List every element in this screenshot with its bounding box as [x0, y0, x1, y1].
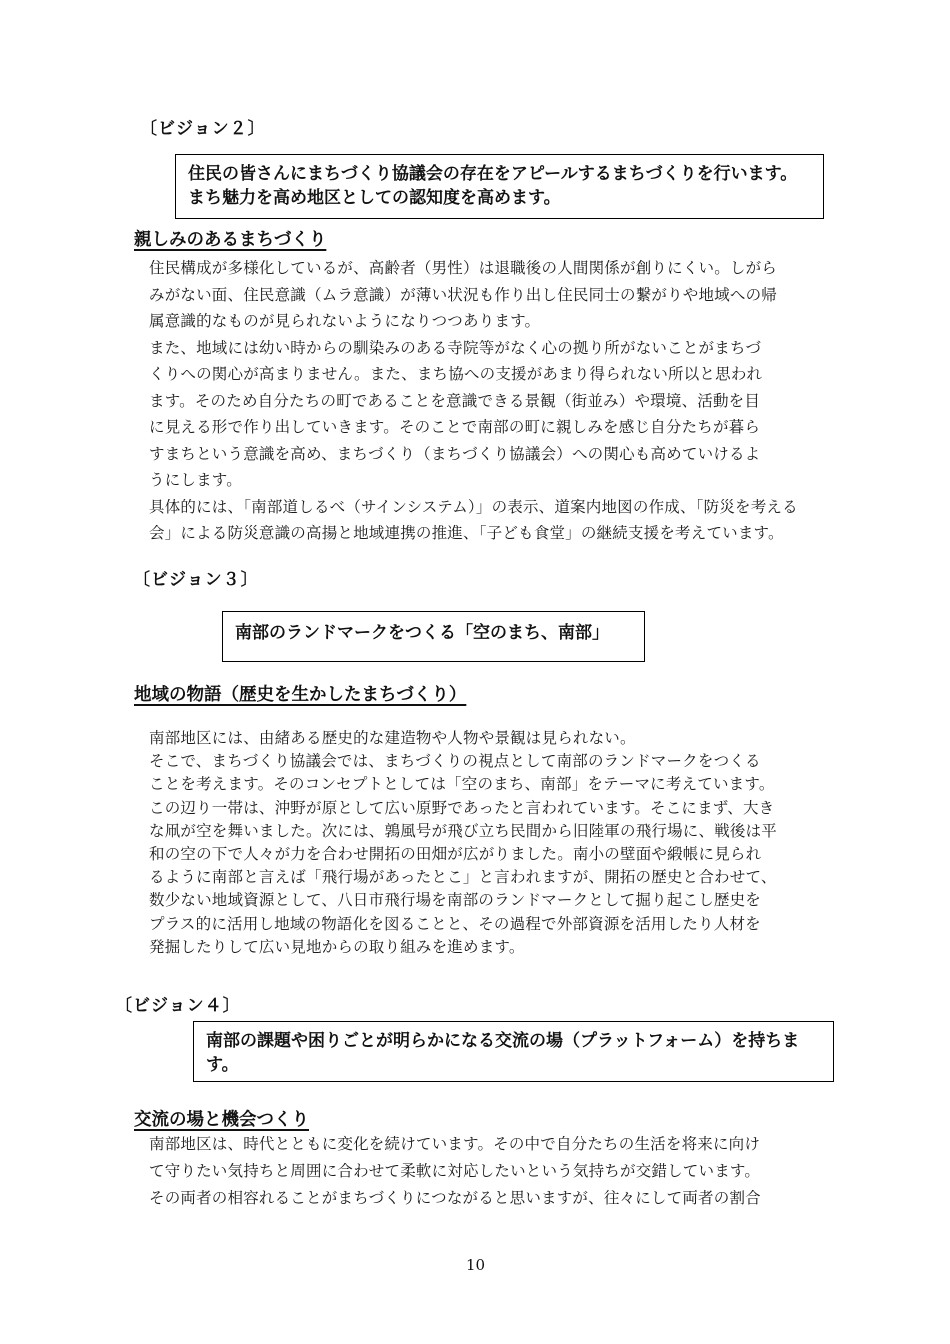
body-line: 属意識的なものが見られないようになりつつあります。 — [149, 312, 541, 330]
vision3-label: 〔ビジョン３〕 — [133, 570, 259, 590]
body-line: 会」による防災意識の高揚と地域連携の推進、「子ども食堂」の継続支援を考えています。 — [149, 524, 784, 542]
vision4-statement-line: 南部の課題や困りごとが明らかになる交流の場（プラットフォーム）を持ちま — [206, 1031, 800, 1051]
body-line: に見える形で作り出していきます。そのことで南部の町に親しみを感じ自分たちが暮ら — [149, 418, 761, 436]
body-line: 南部地区は、時代とともに変化を続けています。その中で自分たちの生活を将来に向け — [149, 1135, 761, 1153]
body-line: 住民構成が多様化しているが、高齢者（男性）は退職後の人間関係が創りにくい。しがら — [149, 259, 778, 277]
body-line: 南部地区には、由緒ある歴史的な建造物や人物や景観は見られない。 — [149, 729, 636, 747]
body-line: ことを考えます。そのコンセプトとしては「空のまち、南部」をテーマに考えています。 — [149, 775, 775, 794]
vision2-statement-line: まち魅力を高め地区としての認知度を高めます。 — [188, 188, 561, 208]
body-line: ます。そのため自分たちの町であることを意識できる景観（街並み）や環境、活動を目 — [149, 391, 761, 410]
body-line: うにします。 — [149, 471, 242, 489]
vision3-heading: 地域の物語（歴史を生かしたまちづくり） — [134, 685, 467, 705]
vision4-statement-line: す。 — [206, 1055, 239, 1075]
body-line: な凧が空を舞いました。次には、鶉風号が飛び立ち民間から旧陸軍の飛行場に、戦後は平 — [149, 821, 778, 840]
body-line: 発掘したりして広い見地からの取り組みを進めます。 — [149, 937, 525, 956]
vision2-body — [149, 255, 798, 547]
vision3-statement-line: 南部のランドマークをつくる「空のまち、南部」 — [235, 623, 609, 643]
body-line: また、地域には幼い時からの馴染みのある寺院等がなく心の拠り所がないことがまちづ — [149, 338, 762, 357]
vision4-heading: 交流の場と機会つくり — [134, 1110, 309, 1130]
vision4-statement-box — [193, 1021, 834, 1082]
body-line: プラス的に活用し地域の物語化を図ることと、その過程で外部資源を活用したり人材を — [149, 914, 761, 933]
body-line: すまちという意識を高め、まちづくり（まちづくり協議会）への関心も高めていけるよ — [149, 444, 761, 463]
vision2-label: 〔ビジョン２〕 — [140, 119, 266, 139]
body-line: この辺り一帯は、沖野が原として広い原野であったと言われています。そこにまず、大き — [149, 798, 775, 817]
body-line: 和の空の下で人々が力を合わせ開拓の田畑が広がりました。南小の壁面や緞帳に見られ — [149, 845, 762, 864]
vision3-statement-box — [222, 611, 645, 662]
body-line: みがない面、住民意識（ムラ意識）が薄い状況も作り出し住民同士の繋がりや地域への帰 — [149, 285, 778, 304]
vision2-statement-line: 住民の皆さんにまちづくり協議会の存在をアピールするまちづくりを行います。 — [188, 164, 798, 184]
vision4-body — [149, 1131, 761, 1212]
page-number: 10 — [466, 1256, 486, 1274]
body-line: て守りたい気持ちと周囲に合わせて柔軟に対応したいという気持ちが交錯しています。 — [149, 1162, 761, 1180]
body-line: くりへの関心が高まりません。また、まち協への支援があまり得られない所以と思われ — [149, 365, 763, 383]
vision2-heading: 親しみのあるまちづくり — [134, 230, 327, 250]
vision4-label: 〔ビジョン４〕 — [115, 996, 241, 1016]
body-line: 数少ない地域資源として、八日市飛行場を南部のランドマークとして掘り起こし歴史を — [149, 891, 761, 910]
body-line: 具体的には、「南部道しるべ（サインシステム）」の表示、道案内地図の作成、「防災を考える — [149, 497, 798, 516]
body-line: そこで、まちづくり協議会では、まちづくりの視点として南部のランドマークをつくる — [149, 752, 761, 771]
body-line: その両者の相容れることがまちづくりにつながると思いますが、往々にして両者の割合 — [149, 1189, 761, 1207]
body-line: るように南部と言えば「飛行場があったとこ」と言われますが、開拓の歴史と合わせて、 — [149, 868, 777, 887]
vision2-statement-box — [175, 154, 824, 219]
vision3-body — [149, 727, 777, 959]
